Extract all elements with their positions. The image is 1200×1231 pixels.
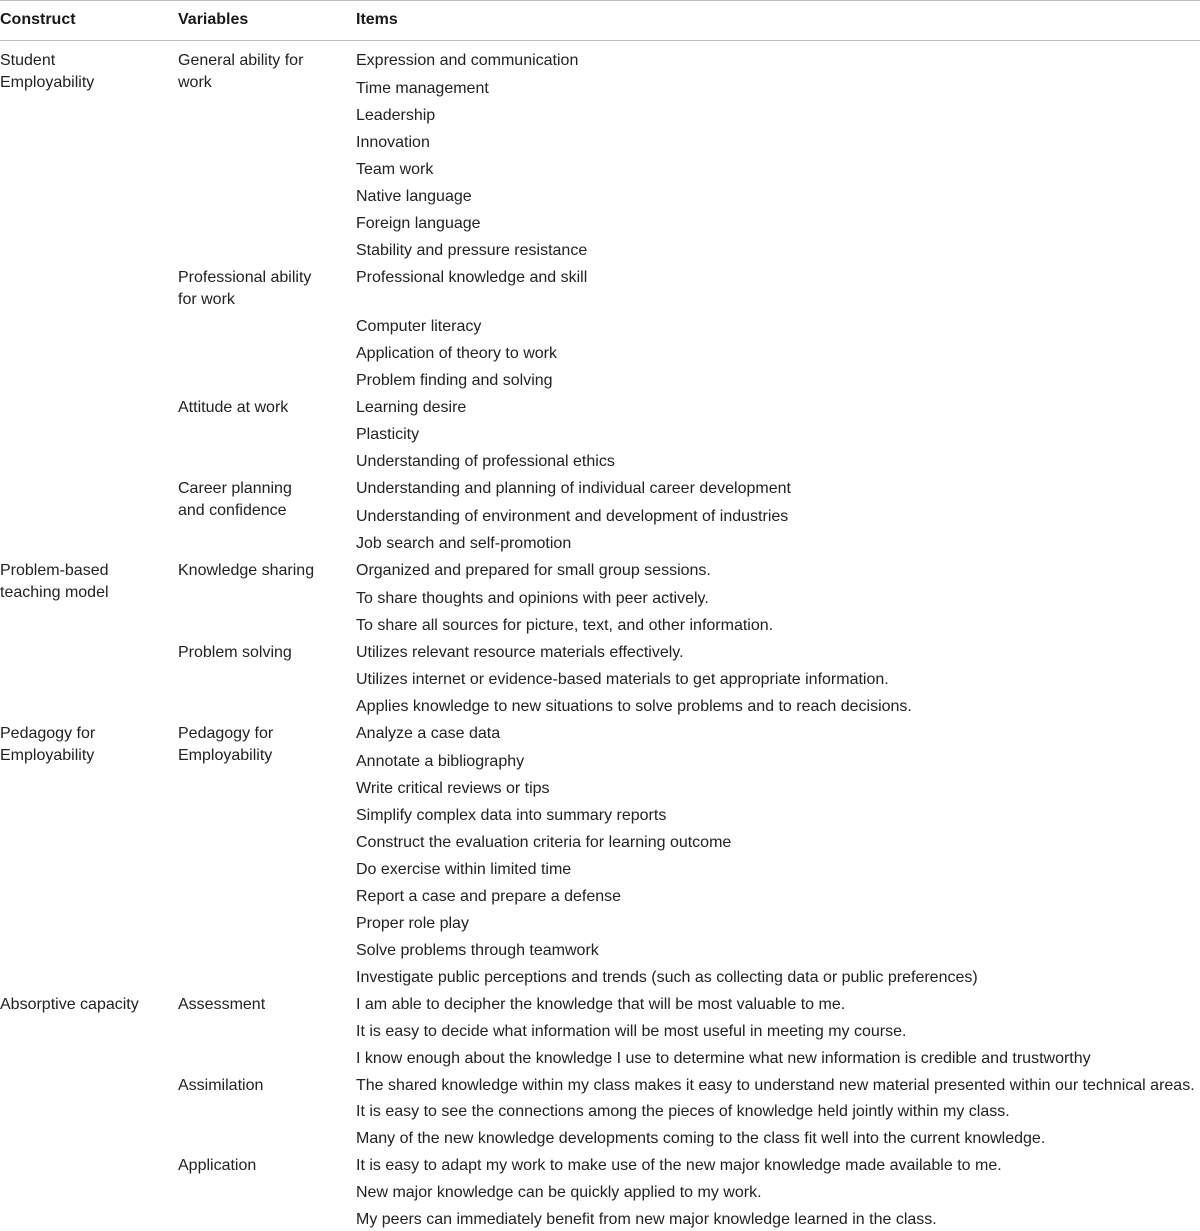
item-cell: Leadership bbox=[356, 107, 436, 124]
item-cell: Computer literacy bbox=[356, 318, 482, 335]
item-cell: Solve problems through teamwork bbox=[356, 942, 599, 959]
table-top-rule bbox=[0, 0, 1200, 1]
construct-cell: Student Employability bbox=[0, 52, 95, 91]
item-cell: Utilizes internet or evidence-based materials to get appropriate information. bbox=[356, 671, 889, 688]
item-cell: I know enough about the knowledge I use to determine what new information is credible and trustworthy bbox=[356, 1050, 1091, 1067]
header-construct: Construct bbox=[0, 11, 76, 28]
item-cell: Learning desire bbox=[356, 399, 467, 416]
item-cell: Professional knowledge and skill bbox=[356, 269, 588, 286]
item-cell: Understanding and planning of individual career development bbox=[356, 480, 791, 497]
item-cell: Understanding of environment and development of industries bbox=[356, 508, 789, 525]
variable-cell: Knowledge sharing bbox=[178, 562, 315, 579]
item-cell: Report a case and prepare a defense bbox=[356, 888, 622, 905]
item-cell: Utilizes relevant resource materials effectively. bbox=[356, 644, 684, 661]
variable-cell: Assessment bbox=[178, 996, 266, 1013]
construct-cell: Pedagogy for Employability bbox=[0, 725, 96, 764]
item-cell: It is easy to see the connections among the pieces of knowledge held jointly within my class. bbox=[356, 1103, 1010, 1120]
item-cell: Stability and pressure resistance bbox=[356, 242, 588, 259]
variable-cell: Assimilation bbox=[178, 1077, 264, 1094]
item-cell: Team work bbox=[356, 161, 434, 178]
item-cell: Construct the evaluation criteria for learning outcome bbox=[356, 834, 732, 851]
item-cell: To share thoughts and opinions with peer actively. bbox=[356, 590, 709, 607]
variable-cell: Professional ability for work bbox=[178, 269, 312, 308]
header-items: Items bbox=[356, 11, 398, 28]
header-variables: Variables bbox=[178, 11, 249, 28]
item-cell: Innovation bbox=[356, 134, 430, 151]
item-cell: New major knowledge can be quickly applied to my work. bbox=[356, 1184, 762, 1201]
item-cell: Job search and self-promotion bbox=[356, 535, 572, 552]
item-cell: Analyze a case data bbox=[356, 725, 501, 742]
item-cell: Do exercise within limited time bbox=[356, 861, 572, 878]
construct-cell: Absorptive capacity bbox=[0, 996, 139, 1013]
item-cell: It is easy to adapt my work to make use of the new major knowledge made available to me. bbox=[356, 1157, 1002, 1174]
item-cell: Application of theory to work bbox=[356, 345, 557, 362]
item-cell: Organized and prepared for small group sessions. bbox=[356, 562, 711, 579]
item-cell: Investigate public perceptions and trends (such as collecting data or public preferences) bbox=[356, 969, 978, 986]
variable-cell: Pedagogy for Employability bbox=[178, 725, 274, 764]
item-cell: Understanding of professional ethics bbox=[356, 453, 615, 470]
item-cell: I am able to decipher the knowledge that will be most valuable to me. bbox=[356, 996, 846, 1013]
item-cell: The shared knowledge within my class makes it easy to understand new material presented within our technical areas. bbox=[356, 1077, 1195, 1094]
item-cell: Many of the new knowledge developments coming to the class fit well into the current knowledge. bbox=[356, 1130, 1046, 1147]
item-cell: Applies knowledge to new situations to solve problems and to reach decisions. bbox=[356, 698, 912, 715]
variable-cell: Application bbox=[178, 1157, 257, 1174]
item-cell: Plasticity bbox=[356, 426, 420, 443]
item-cell: Write critical reviews or tips bbox=[356, 780, 550, 797]
item-cell: Proper role play bbox=[356, 915, 469, 932]
item-cell: Time management bbox=[356, 80, 489, 97]
item-cell: Annotate a bibliography bbox=[356, 753, 525, 770]
item-cell: It is easy to decide what information will be most useful in meeting my course. bbox=[356, 1023, 907, 1040]
item-cell: Simplify complex data into summary reports bbox=[356, 807, 667, 824]
variable-cell: Attitude at work bbox=[178, 399, 289, 416]
variable-cell: Career planning and confidence bbox=[178, 480, 292, 519]
variable-cell: Problem solving bbox=[178, 644, 292, 661]
item-cell: Native language bbox=[356, 188, 472, 205]
item-cell: To share all sources for picture, text, and other information. bbox=[356, 617, 774, 634]
item-cell: Foreign language bbox=[356, 215, 481, 232]
item-cell: My peers can immediately benefit from new major knowledge learned in the class. bbox=[356, 1211, 937, 1228]
variable-cell: General ability for work bbox=[178, 52, 304, 91]
item-cell: Problem finding and solving bbox=[356, 372, 553, 389]
item-cell: Expression and communication bbox=[356, 52, 579, 69]
header-rule bbox=[0, 40, 1200, 41]
construct-cell: Problem-based teaching model bbox=[0, 562, 109, 601]
